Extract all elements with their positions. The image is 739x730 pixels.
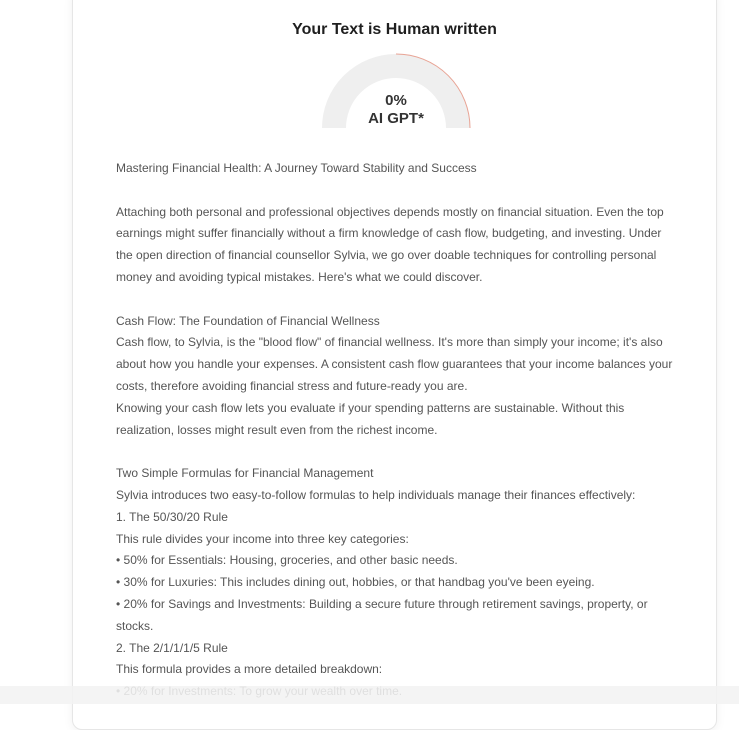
text-line: money and avoiding typical mistakes. Here's what we could discover.: [116, 269, 483, 284]
text-line: • 30% for Luxuries: This includes dining out, hobbies, or that handbag you've been eyeing.: [116, 575, 595, 590]
blank-line: [116, 289, 676, 311]
text-line: This rule divides your income into three key categories:: [116, 531, 409, 546]
text-line: costs, therefore avoiding financial stress and future-ready you are.: [116, 378, 468, 393]
gauge-percent: 0%: [385, 92, 407, 109]
text-line: the open direction of financial counsellor Sylvia, we go over doable techniques for controlling personal: [116, 248, 657, 263]
text-line: Cash Flow: The Foundation of Financial Wellness: [116, 313, 380, 328]
text-line: • 20% for Savings and Investments: Building a secure future through retirement savings, property, or: [116, 596, 648, 611]
text-line: This formula provides a more detailed breakdown:: [116, 662, 383, 677]
text-line: realization, losses might result even from the richest income.: [116, 422, 438, 437]
text-line: earnings might suffer financially without a firm knowledge of cash flow, budgeting, and investing. Under: [116, 226, 662, 241]
result-title: Your Text is Human written: [292, 21, 497, 38]
text-line: • 50% for Essentials: Housing, groceries, and other basic needs.: [116, 553, 458, 568]
text-line: about how you handle your expenses. A consistent cash flow guarantees that your income balances your: [116, 357, 673, 372]
text-line: Sylvia introduces two easy-to-follow formulas to help individuals manage their finances effectively:: [116, 487, 636, 502]
text-line: 2. The 2/1/1/1/5 Rule: [116, 640, 228, 655]
text-line: Mastering Financial Health: A Journey Toward Stability and Success: [116, 161, 477, 175]
blank-line: [116, 180, 676, 202]
gauge-label: AI GPT*: [368, 110, 424, 127]
ai-gauge: [320, 52, 472, 130]
analyzed-text: [116, 158, 676, 703]
result-card: [72, 0, 717, 730]
text-line: Knowing your cash flow lets you evaluate if your spending patterns are sustainable. Without this: [116, 400, 625, 415]
bottom-scroll-shade: [0, 686, 739, 704]
text-line: Two Simple Formulas for Financial Management: [116, 466, 374, 481]
text-line: Cash flow, to Sylvia, is the "blood flow" of financial wellness. It's more than simply your income; it's also: [116, 335, 663, 350]
text-line: stocks.: [116, 618, 154, 633]
text-line: Attaching both personal and professional objectives depends mostly on financial situation. Even the top: [116, 204, 664, 219]
blank-line: [116, 441, 676, 463]
text-line: 1. The 50/30/20 Rule: [116, 509, 228, 524]
